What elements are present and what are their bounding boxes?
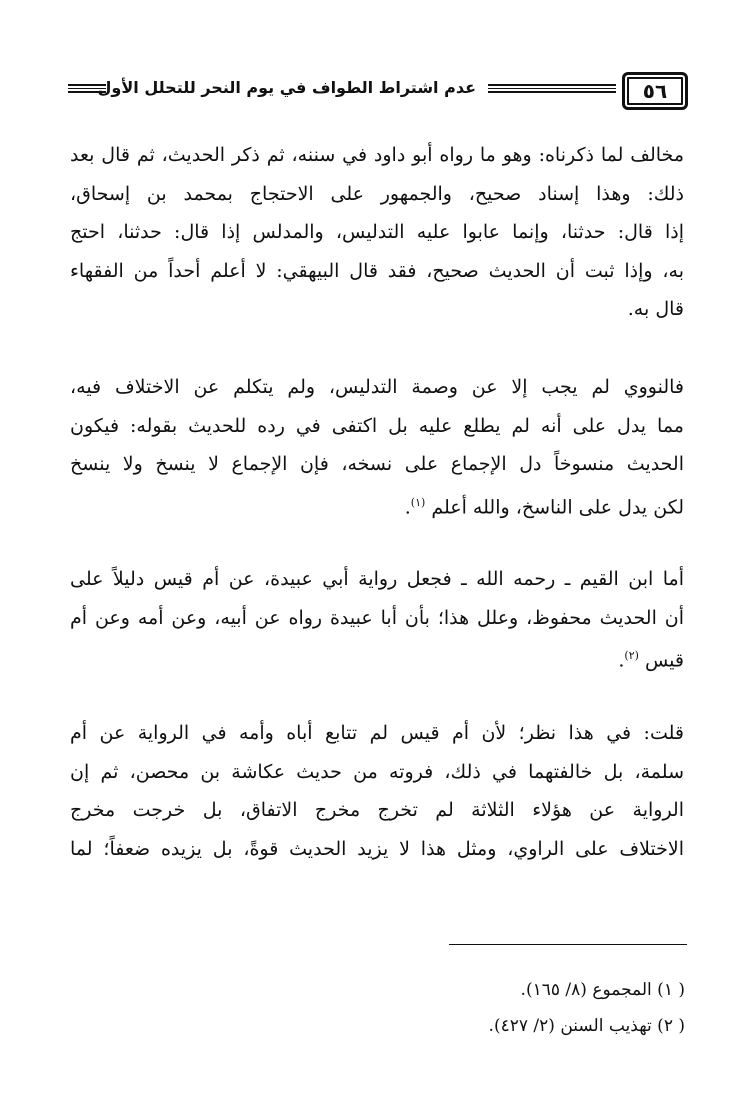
footnotes [65,972,685,1044]
footnote-separator [449,944,687,945]
footnote-ref-2[interactable]: (٢) [624,649,639,662]
text-line: الاختلاف على الراوي، ومثل هذا لا يزيد الحديث قوةً، بل يزيده ضعفاً؛ لما [70,837,684,860]
header-rule-left [68,84,106,93]
text-line: إذا قال: حدثنا، وإنما عابوا عليه التدليس، والمدلس إذا قال: حدثنا، احتج [70,221,684,243]
page-header [68,72,688,108]
text-line: أما ابن القيم ـ رحمه الله ـ فجعل رواية أبي عبيدة، عن أم قيس دليلاً على [70,568,684,590]
text-line-content: لكن يدل على الناسخ، والله أعلم [431,495,684,518]
text-line: فالنووي لم يجب إلا عن وصمة التدليس، ولم يتكلم عن الاختلاف فيه، [70,376,684,398]
text-line: الحديث منسوخاً دل الإجماع على نسخه، فإن الإجماع لا ينسخ ولا ينسخ [70,453,684,475]
text-line: مما يدل على أنه لم يطلع عليه بل اكتفى في رده للحديث بقوله: فيكون [70,414,684,437]
text-line: قال به. [627,298,684,320]
text-line: مخالف لما ذكرناه: وهو ما رواه أبو داود في سننه، ثم ذكر الحديث، ثم قال بعد [70,144,684,166]
text-line: لكن يدل على الناسخ، والله أعلم $^{(١)}$. [404,495,684,518]
paragraph-3 [70,560,684,680]
running-title: عدم اشتراط الطواف في يوم النحر للتحلل الأول [97,78,476,97]
footnote-1: ( ١) المجموع (٨/ ١٦٥). [520,980,685,1000]
text-line: قيس $^{(٢)}$. [618,649,684,672]
paragraph-4 [70,714,684,868]
header-rule-right [488,84,616,93]
text-line: سلمة، بل خالفتهما في ذلك، فروته من حديث عكاشة بن محصن، ثم إن [70,760,684,783]
footnote-ref-1[interactable]: (١) [410,495,426,509]
page-number: ٥٦ [622,72,688,110]
text-line-content: قيس [644,649,684,672]
text-line: به، وإذا ثبت أن الحديث صحيح، فقد قال البيهقي: لا أعلم أحداً من الفقهاء [70,259,684,282]
paragraph-1 [70,136,684,329]
paragraph-2 [70,368,684,526]
footnote-2: ( ٢) تهذيب السنن (٢/ ٤٢٧). [488,1016,685,1036]
text-line: أن الحديث محفوظ، وعلل هذا؛ بأن أبا عبيدة رواه عن أبيه، وعن أمه وعن أم [70,606,684,629]
text-line: الرواية عن هؤلاء الثلاثة لم تخرج مخرج الاتفاق، بل خرجت مخرج [70,799,684,821]
text-line: ذلك: وهذا إسناد صحيح، والجمهور على الاحتجاج بمحمد بن إسحاق، [70,182,684,205]
text-line: قلت: في هذا نظر؛ لأن أم قيس لم تتابع أباه وأمه في الرواية عن أم [70,722,684,744]
